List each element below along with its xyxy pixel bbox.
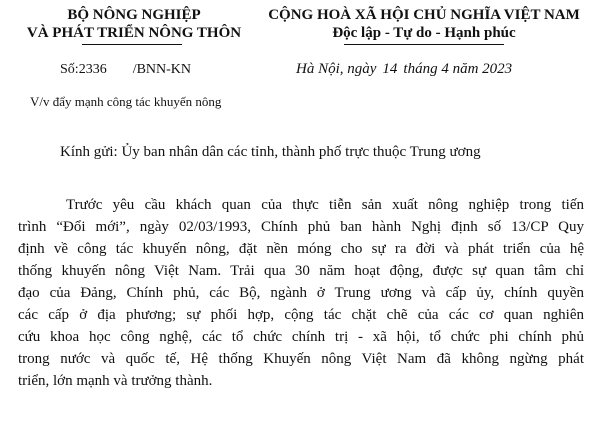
- date-line: [296, 61, 512, 78]
- subject-line: V/v đẩy mạnh công tác khuyến nông: [30, 94, 222, 109]
- date-day: 14: [382, 61, 398, 77]
- document-number-value: 2336: [78, 62, 107, 77]
- body-line: trình “Đổi mới”, ngày 02/03/1993, Chính phủ ban hành Nghị định số 13/CP Quy: [18, 219, 584, 235]
- document-number: [60, 62, 191, 78]
- body-paragraph: [18, 194, 584, 392]
- body-line: triển, lớn mạnh và trưởng thành.: [18, 373, 213, 389]
- body-line: định về công tác khuyến nông, đặt nền móng cho sự ra đời và phát triển của hệ: [18, 241, 584, 257]
- national-title: CỘNG HOÀ XÃ HỘI CHỦ NGHĨA VIỆT NAM: [268, 7, 580, 23]
- agency-name-line-2: VÀ PHÁT TRIỂN NÔNG THÔN: [26, 25, 242, 41]
- salutation: Kính gửi: Ủy ban nhân dân các tỉnh, thành phố trực thuộc Trung ương: [60, 144, 481, 160]
- document-number-prefix: Số:: [60, 62, 79, 77]
- date-month-year: tháng 4 năm 2023: [403, 61, 513, 77]
- body-line: các cấp ở địa phương; sự phối hợp, cộng tác chặt chẽ của các cơ quan nghiên: [18, 307, 584, 323]
- body-line: trong nước và quốc tế, Hệ thống Khuyến nông Việt Nam đã không ngừng phát: [18, 351, 584, 367]
- agency-name-line-1: BỘ NÔNG NGHIỆP: [67, 7, 201, 23]
- national-motto: Độc lập - Tự do - Hạnh phúc: [332, 25, 516, 41]
- motto-underline: [344, 44, 504, 45]
- document-number-suffix: /BNN-KN: [132, 62, 192, 77]
- body-line: đạo của Đảng, Chính phủ, các Bộ, ngành ở Trung ương và cấp ủy, chính quyền: [18, 285, 584, 301]
- body-line: thống khuyến nông Việt Nam. Trải qua 30 năm hoạt động, được sự quan tâm chỉ: [18, 263, 584, 279]
- agency-underline: [82, 44, 182, 45]
- body-line: Trước yêu cầu khách quan của thực tiễn sản xuất nông nghiệp trong tiến: [66, 197, 584, 213]
- body-line: cứu khoa học công nghệ, các tổ chức chính trị - xã hội, tổ chức phi chính phủ: [18, 329, 584, 345]
- date-place: Hà Nội, ngày: [296, 61, 377, 77]
